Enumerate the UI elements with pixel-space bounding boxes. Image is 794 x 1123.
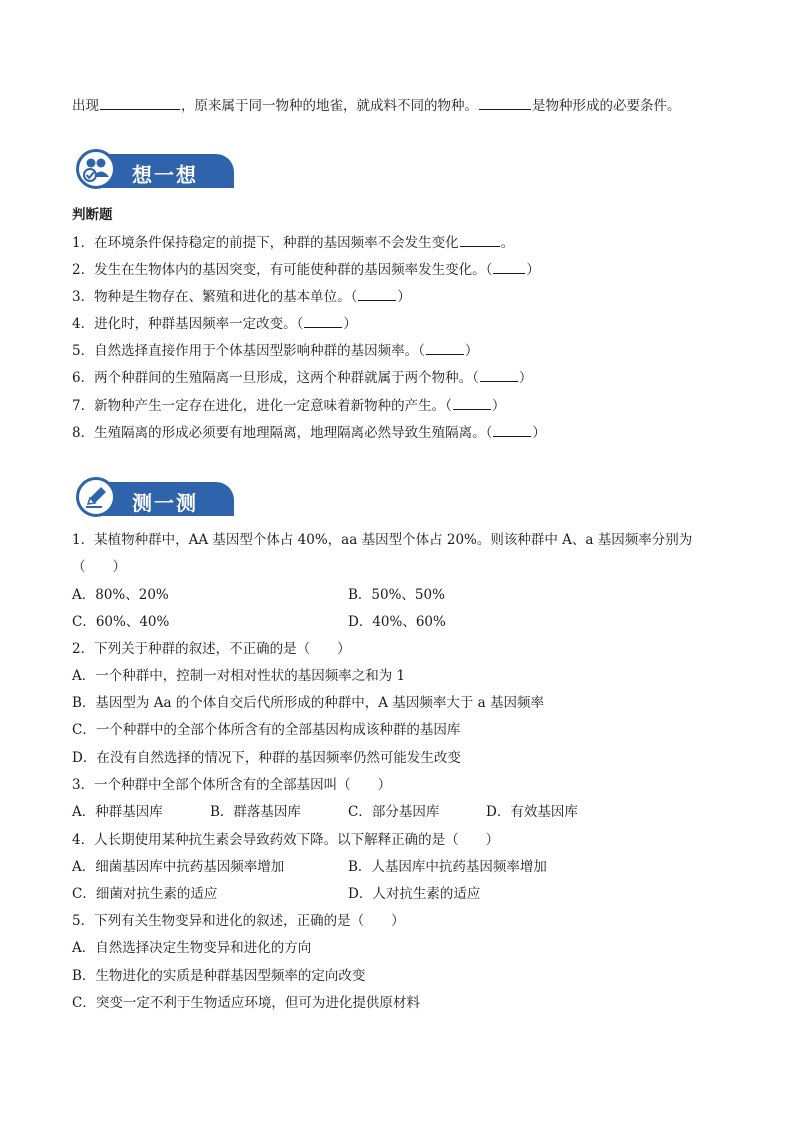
judgement-item: 1．在环境条件保持稳定的前提下，种群的基因频率不会发生变化 。 — [72, 235, 515, 251]
intro-text-1: 出现 — [72, 98, 99, 114]
question-4-option-d[interactable]: D．人对抗生素的适应 — [348, 886, 481, 902]
question-3-stem: 3．一个种群中全部个体所含有的全部基因叫（ ） — [72, 777, 392, 793]
section-banner-test — [76, 476, 234, 520]
question-1-option-a[interactable]: A．80%、20% — [72, 587, 169, 603]
question-4-option-b[interactable]: B．人基因库中抗药基因频率增加 — [348, 859, 547, 875]
question-2-option-a[interactable]: A．一个种群中，控制一对相对性状的基因频率之和为 1 — [72, 668, 406, 684]
question-2-option-d[interactable]: D．在没有自然选择的情况下，种群的基因频率仍然可能发生改变 — [72, 750, 461, 766]
pencil-icon — [76, 477, 116, 517]
question-3-option-c[interactable]: C．部分基因库 — [348, 804, 440, 820]
judgement-item: 5．自然选择直接作用于个体基因型影响种群的基因频率。（ ） — [72, 343, 479, 359]
question-3-option-d[interactable]: D．有效基因库 — [486, 804, 578, 820]
intro-text-3: 是物种形成的必要条件。 — [532, 98, 681, 114]
section-title-test: 测一测 — [132, 491, 198, 515]
question-1-paren: （ ） — [72, 559, 126, 575]
section-title-think: 想一想 — [132, 163, 198, 187]
judgement-item: 8．生殖隔离的形成必须要有地理隔离，地理隔离必然导致生殖隔离。（ ） — [72, 425, 546, 441]
question-4-option-a[interactable]: A．细菌基因库中抗药基因频率增加 — [72, 859, 285, 875]
question-5-option-c[interactable]: C．突变一定不利于生物适应环境，但可为进化提供原材料 — [72, 995, 420, 1011]
intro-text-2: ，原来属于同一物种的地雀，就成料不同的物种。 — [181, 98, 478, 114]
answer-blank[interactable] — [100, 96, 180, 110]
section-banner-think — [76, 148, 234, 192]
answer-blank[interactable] — [426, 341, 464, 355]
question-3-option-b[interactable]: B．群落基因库 — [210, 804, 301, 820]
answer-blank[interactable] — [480, 368, 518, 382]
answer-blank[interactable] — [493, 260, 525, 274]
intro-line — [72, 96, 681, 115]
answer-blank[interactable] — [304, 314, 342, 328]
answer-blank[interactable] — [479, 96, 531, 110]
answer-blank[interactable] — [453, 396, 491, 410]
judgement-item: 7．新物种产生一定存在进化，进化一定意味着新物种的产生。（ ） — [72, 398, 506, 414]
people-check-icon — [76, 149, 116, 189]
answer-blank[interactable] — [493, 423, 531, 437]
question-3-option-a[interactable]: A．种群基因库 — [72, 804, 163, 820]
answer-blank[interactable] — [460, 233, 500, 247]
question-5-option-a[interactable]: A．自然选择决定生物变异和进化的方向 — [72, 940, 312, 956]
judgement-item: 2．发生在生物体内的基因突变，有可能使种群的基因频率发生变化。（ ） — [72, 262, 540, 278]
answer-blank[interactable] — [358, 287, 396, 301]
judgement-item: 6．两个种群间的生殖隔离一旦形成，这两个种群就属于两个物种。（ ） — [72, 370, 533, 386]
question-1-option-d[interactable]: D．40%、60% — [348, 614, 446, 630]
question-5-stem: 5．下列有关生物变异和进化的叙述，正确的是（ ） — [72, 913, 405, 929]
judgement-item: 3．物种是生物存在、繁殖和进化的基本单位。（ ） — [72, 289, 411, 305]
question-4-option-c[interactable]: C．细菌对抗生素的适应 — [72, 886, 218, 902]
question-1-option-c[interactable]: C．60%、40% — [72, 614, 170, 630]
judgement-heading: 判断题 — [72, 207, 113, 223]
judgement-item: 4．进化时，种群基因频率一定改变。（ ） — [72, 316, 357, 332]
question-1-stem: 1．某植物种群中，AA 基因型个体占 40%，aa 基因型个体占 20%。则该种群中 A、a 基因频率分别为 — [72, 532, 693, 548]
question-4-stem: 4．人长期使用某种抗生素会导致药效下降。以下解释正确的是（ ） — [72, 832, 500, 848]
question-2-option-c[interactable]: C．一个种群中的全部个体所含有的全部基因构成该种群的基因库 — [72, 722, 461, 738]
question-1-option-b[interactable]: B．50%、50% — [348, 587, 445, 603]
question-2-option-b[interactable]: B．基因型为 Aa 的个体自交后代所形成的种群中，A 基因频率大于 a 基因频率 — [72, 695, 544, 711]
question-2-stem: 2．下列关于种群的叙述，不正确的是（ ） — [72, 641, 351, 657]
question-5-option-b[interactable]: B．生物进化的实质是种群基因型频率的定向改变 — [72, 968, 366, 984]
